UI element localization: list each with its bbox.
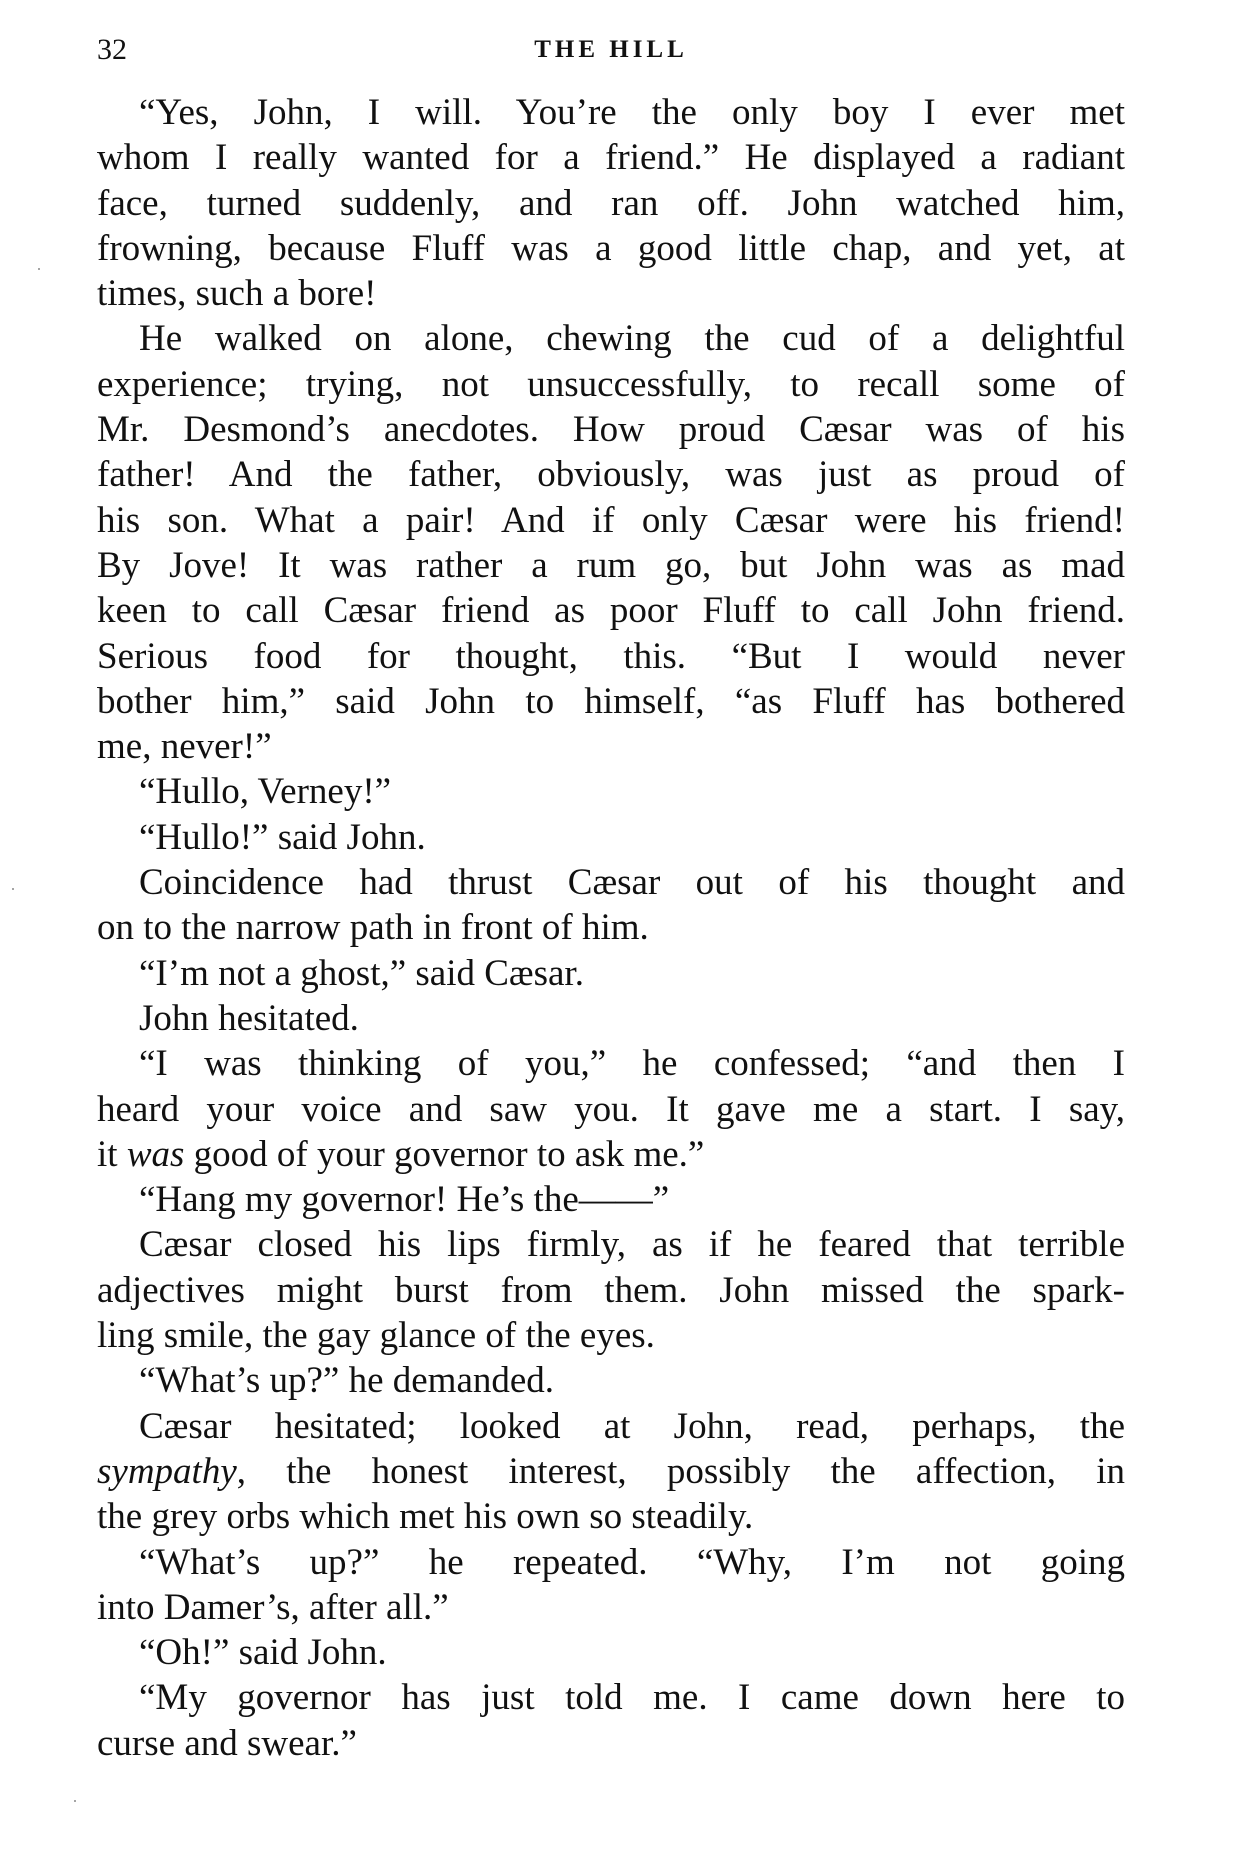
text-line: it was good of your governor to ask me.”: [97, 1133, 705, 1175]
text-line: heard your voice and saw you. It gave me a start. I say,: [97, 1088, 1125, 1130]
text-line: on to the narrow path in front of him.: [97, 907, 649, 949]
text-line: bother him,” said John to himself, “as Fluff has bothered: [97, 680, 1125, 722]
text-line: Mr. Desmond’s anecdotes. How proud Cæsar was of his: [97, 409, 1125, 451]
page-number: 32: [97, 33, 127, 66]
text-line: He walked on alone, chewing the cud of a delightful: [139, 318, 1125, 360]
text-line: John hesitated.: [139, 997, 359, 1039]
text-line: Coincidence had thrust Cæsar out of his thought and: [139, 862, 1125, 904]
text-line: “I was thinking of you,” he confessed; “and then I: [139, 1043, 1125, 1085]
text-line: “Oh!” said John.: [139, 1632, 387, 1674]
scan-speck: [38, 268, 40, 270]
text-line: father! And the father, obviously, was just as proud of: [97, 454, 1125, 496]
text-line: Cæsar closed his lips firmly, as if he feared that terrible: [139, 1224, 1125, 1266]
text-line: the grey orbs which met his own so steadily.: [97, 1496, 754, 1538]
text-line: his son. What a pair! And if only Cæsar were his friend!: [97, 499, 1125, 541]
text-line: whom I really wanted for a friend.” He displayed a radiant: [97, 137, 1125, 179]
text-line: curse and swear.”: [97, 1722, 357, 1764]
text-line: keen to call Cæsar friend as poor Fluff to call John friend.: [97, 590, 1125, 632]
text-line: experience; trying, not unsuccessfully, to recall some of: [97, 363, 1125, 405]
text-line: ling smile, the gay glance of the eyes.: [97, 1315, 655, 1357]
text-line: frowning, because Fluff was a good little chap, and yet, at: [97, 227, 1125, 269]
scan-speck: [74, 1800, 76, 1802]
text-line: “I’m not a ghost,” said Cæsar.: [139, 952, 584, 994]
scan-speck: [12, 888, 14, 890]
running-title: THE HILL: [534, 36, 688, 63]
italic-word: sympathy: [97, 1450, 237, 1492]
text-line: Cæsar hesitated; looked at John, read, perhaps, the: [139, 1405, 1125, 1447]
text-line: “What’s up?” he demanded.: [139, 1360, 555, 1402]
text-line: “Yes, John, I will. You’re the only boy I ever met: [139, 92, 1125, 133]
text-line: face, turned suddenly, and ran off. John watched him,: [97, 182, 1125, 224]
text-line: times, such a bore!: [97, 273, 377, 315]
text-line: “Hullo, Verney!”: [139, 771, 392, 813]
text-line: sympathy, the honest interest, possibly the affection, in: [97, 1450, 1125, 1492]
text-line: By Jove! It was rather a rum go, but John was as mad: [97, 544, 1125, 586]
text-line: me, never!”: [97, 726, 272, 768]
text-line: Serious food for thought, this. “But I would never: [97, 635, 1125, 677]
body-text: [97, 90, 1125, 1766]
text-line: “What’s up?” he repeated. “Why, I’m not going: [139, 1541, 1125, 1583]
text-line: “Hullo!” said John.: [139, 816, 426, 858]
text-line: adjectives might burst from them. John missed the spark-: [97, 1269, 1125, 1311]
text-line: “Hang my governor! He’s the——”: [139, 1179, 670, 1221]
page-header: [97, 30, 1125, 70]
italic-word: was: [126, 1133, 185, 1175]
text-line: “My governor has just told me. I came down here to: [139, 1677, 1125, 1719]
text-line: into Damer’s, after all.”: [97, 1586, 449, 1628]
